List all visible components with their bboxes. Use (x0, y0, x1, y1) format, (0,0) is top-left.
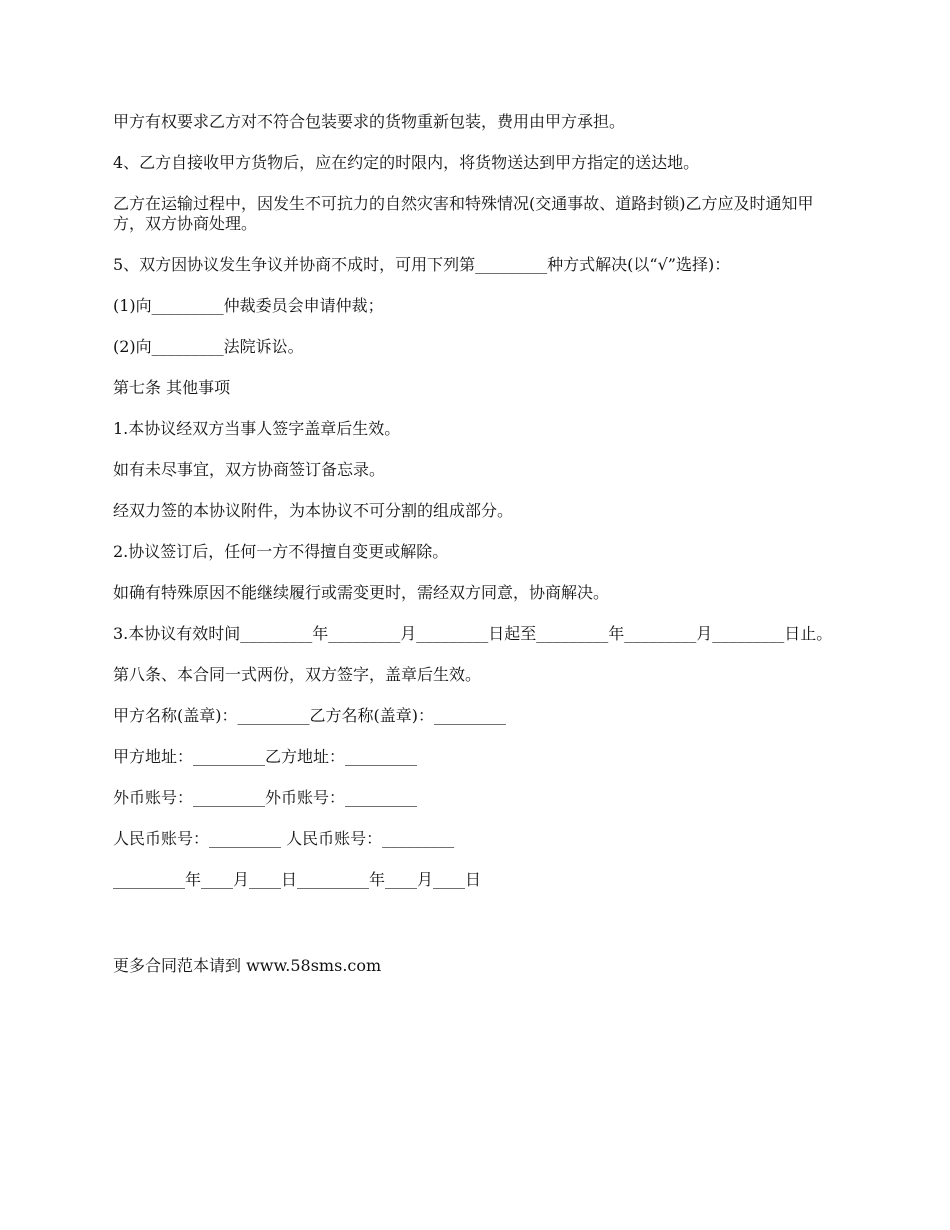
document-page (113, 112, 837, 997)
section-heading-article-8: 第八条、本合同一式两份，双方签字，盖章后生效。 (113, 665, 482, 684)
paragraph-clause-5: 5、双方因协议发生争议并协商不成时，可用下列第_________种方式解决(以“√”选择)： (113, 255, 731, 274)
signature-party-names: 甲方名称(盖章)：_________乙方名称(盖章)：_________ (113, 706, 506, 725)
signature-foreign-accounts: 外币账号：_________外币账号：_________ (113, 788, 418, 807)
paragraph-no-modification: 2.协议签订后，任何一方不得擅自变更或解除。 (113, 542, 449, 561)
signature-rmb-accounts: 人民币账号：_________ 人民币账号：_________ (113, 829, 455, 848)
paragraph-validity-period: 3.本协议有效时间_________年_________月_________日起至_________年_________月_________日止。 (113, 624, 833, 643)
paragraph-packaging: 甲方有权要求乙方对不符合包装要求的货物重新包装，费用由甲方承担。 (113, 112, 626, 131)
paragraph-clause-4: 4、乙方自接收甲方货物后，应在约定的时限内，将货物送达到甲方指定的送达地。 (113, 153, 700, 172)
paragraph-arbitration: (1)向_________仲裁委员会申请仲裁； (113, 296, 384, 315)
signature-party-addresses: 甲方地址：_________乙方地址：_________ (113, 747, 418, 766)
signature-dates: _________年____月____日_________年____月____日 (113, 870, 482, 889)
paragraph-attachments: 经双力签的本协议附件，为本协议不可分割的组成部分。 (113, 501, 514, 520)
paragraph-memorandum: 如有未尽事宜，双方协商签订备忘录。 (113, 460, 386, 479)
footer-link-text: 更多合同范本请到 www.58sms.com (113, 956, 382, 975)
paragraph-effective: 1.本协议经双方当事人签字盖章后生效。 (113, 419, 401, 438)
section-heading-article-7: 第七条 其他事项 (113, 378, 231, 397)
paragraph-special-reasons: 如确有特殊原因不能继续履行或需变更时，需经双方同意，协商解决。 (113, 583, 610, 602)
paragraph-force-majeure: 乙方在运输过程中，因发生不可抗力的自然灾害和特殊情况(交通事故、道路封锁)乙方应及时通知甲方，双方协商处理。 (113, 194, 814, 233)
paragraph-litigation: (2)向_________法院诉讼。 (113, 337, 304, 356)
spacer (113, 911, 837, 956)
